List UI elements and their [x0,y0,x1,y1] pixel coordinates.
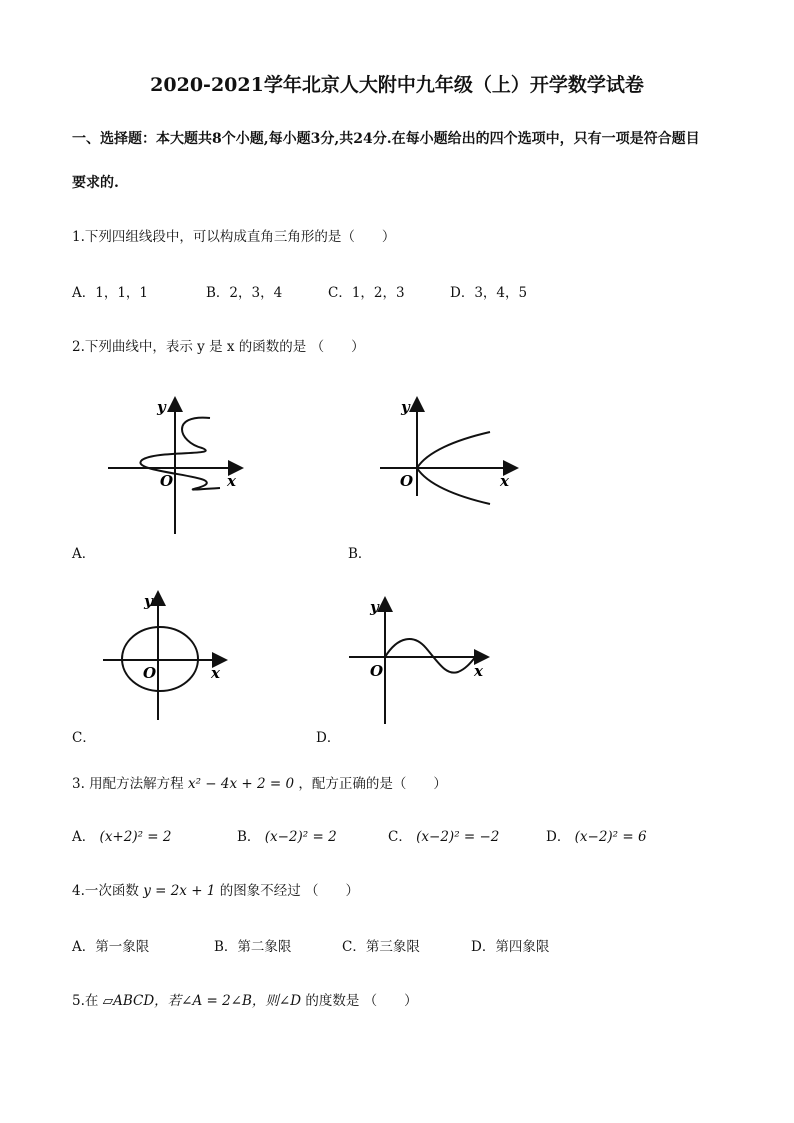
graph-d-x-label: x [474,662,483,680]
question-3-option-a-expr: (x+2)² = 2 [99,829,172,845]
question-2-option-c-label: C． [72,730,96,746]
graph-b-y-label: y [401,398,410,416]
question-3-option-d [546,825,647,845]
graph-b [375,396,525,496]
graph-c-y-label: y [144,592,153,610]
graph-d-y-label: y [370,598,379,616]
graph-c-x-label: x [211,664,220,682]
question-4-stem-prefix: 4.一次函数 [72,883,139,899]
graph-d [346,596,496,726]
question-3-stem-suffix: ，配方正确的是（ ） [298,776,447,792]
question-4-stem [72,879,359,899]
graph-a-x-label: x [227,472,236,490]
graph-b-origin-label: O [400,472,414,490]
question-3-option-b [237,825,337,845]
graph-b-x-label: x [500,472,509,490]
section-heading-line2: 要求的. [72,175,119,191]
question-3-option-d-expr: (x−2)² = 6 [574,829,647,845]
question-3-stem [72,772,447,792]
question-2-stem: 2.下列曲线中，表示 y 是 x 的函数的是 （ ） [72,339,365,355]
question-3-equation: x² − 4x + 2 = 0 [187,776,295,792]
question-4-equation: y = 2x + 1 [143,883,216,899]
graph-a [100,392,260,537]
question-3-option-b-label: B． [237,829,261,845]
graph-a-origin-label: O [160,472,174,490]
question-1-option-a: A．1，1，1 [72,285,149,301]
question-4-option-d: D．第四象限 [471,939,550,955]
question-3-stem-prefix: 3. 用配方法解方程 [72,776,184,792]
question-5-equation: ▱ABCD，若∠A = 2∠B，则∠D [102,993,302,1009]
question-3-option-d-label: D． [546,829,571,845]
question-5-stem [72,989,418,1009]
graph-c [98,590,238,725]
question-4-option-a: A．第一象限 [72,939,150,955]
question-3-option-c-expr: (x−2)² = −2 [416,829,500,845]
question-4-option-b: B．第二象限 [214,939,292,955]
question-5-stem-suffix: 的度数是 （ ） [305,993,418,1009]
question-1-option-d: D．3，4，5 [450,285,528,301]
question-3-option-b-expr: (x−2)² = 2 [264,829,337,845]
graph-d-origin-label: O [370,662,384,680]
question-1-option-b: B．2，3，4 [206,285,283,301]
graph-c-origin-label: O [143,664,157,682]
question-4-stem-suffix: 的图象不经过 （ ） [219,883,359,899]
question-3-option-c-label: C． [388,829,412,845]
question-3-option-c [388,825,499,845]
question-1-stem: 1.下列四组线段中，可以构成直角三角形的是（ ） [72,229,396,245]
question-4-option-c: C．第三象限 [342,939,420,955]
graph-a-y-label: y [157,398,166,416]
question-5-stem-prefix: 5.在 [72,993,99,1009]
question-3-option-a-label: A． [72,829,96,845]
question-2-option-b-label: B． [348,546,372,562]
question-1-option-c: C．1，2，3 [328,285,405,301]
question-2-option-a-label: A． [72,546,96,562]
question-2-option-d-label: D． [316,730,341,746]
section-heading-line1: 一、选择题：本大题共8个小题,每小题3分,共24分.在每小题给出的四个选项中，只有一项是符合题目 [72,131,700,147]
page-title: 2020-2021学年北京人大附中九年级（上）开学数学试卷 [150,74,644,96]
question-3-option-a [72,825,172,845]
